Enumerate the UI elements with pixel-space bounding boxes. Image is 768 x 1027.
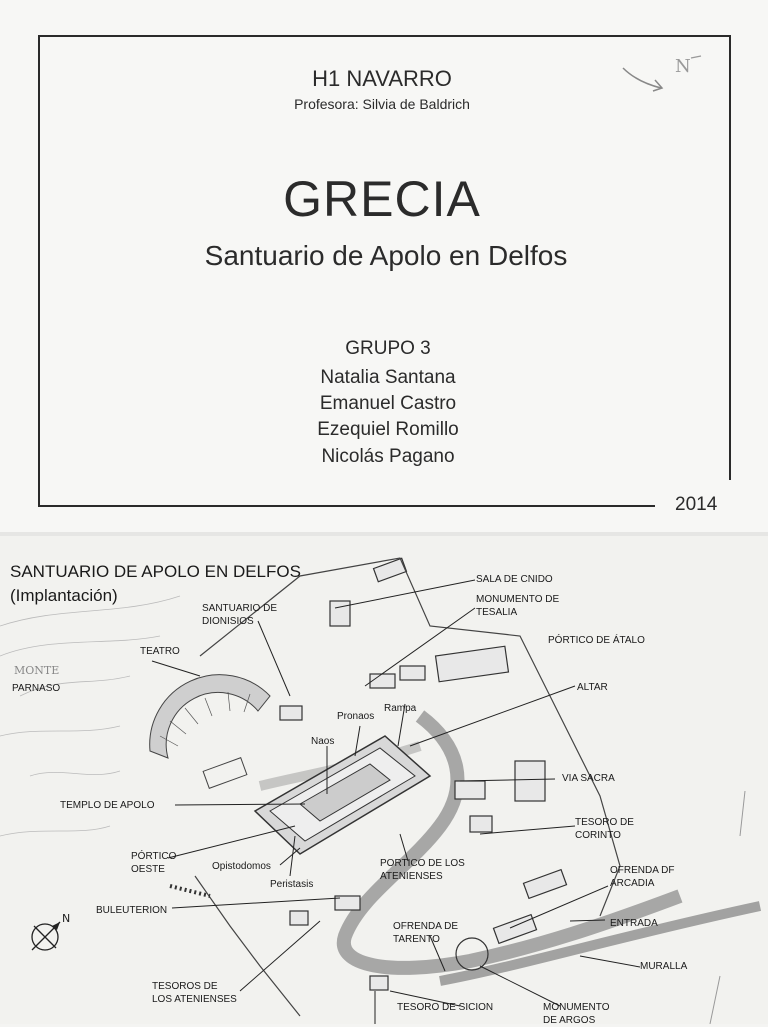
group-label: GRUPO 3	[345, 338, 431, 359]
label-templo-apolo: TEMPLO DE APOLO	[60, 800, 155, 811]
compass-north-letter: N	[62, 912, 71, 925]
document-title: GRECIA	[283, 171, 481, 227]
label-peristasis: Peristasis	[270, 879, 314, 890]
label-monte: MONTE	[14, 664, 60, 677]
label-teatro: TEATRO	[140, 646, 180, 657]
label-via-sacra: VIA SACRA	[562, 773, 615, 784]
member-name: Nicolás Pagano	[321, 446, 455, 467]
year: 2014	[675, 494, 718, 515]
label-naos: Naos	[311, 736, 335, 747]
cover-north-letter: N	[675, 56, 691, 77]
north-arrow-sketch-icon	[615, 50, 705, 100]
label-portico-atalo: PÓRTICO DE ÁTALO	[548, 635, 645, 646]
label-pronaos: Pronaos	[337, 711, 375, 722]
label-monumento-tesalia: MONUMENTO DE TESALIA	[476, 594, 560, 618]
teacher-name: Profesora: Silvia de Baldrich	[294, 96, 470, 112]
theatre-drawing	[150, 675, 270, 789]
label-parnaso: PARNASO	[12, 683, 61, 694]
document-subtitle: Santuario de Apolo en Delfos	[204, 240, 568, 271]
label-tesoros-atenienses: TESOROS DE LOS ATENIENSES	[152, 981, 237, 1005]
temple-of-apollo-drawing	[255, 736, 430, 854]
label-altar: ALTAR	[577, 682, 608, 693]
label-buleuterion: BULEUTERION	[96, 905, 168, 916]
plan-heading-line-2: (Implantación)	[10, 586, 118, 605]
label-entrada: ENTRADA	[610, 918, 658, 929]
label-muralla: MURALLA	[640, 961, 688, 972]
label-portico-oeste: PÓRTICO OESTE	[131, 851, 177, 875]
site-plan-page	[0, 536, 768, 1024]
label-tesoro-sicion: TESORO DE SICION	[397, 1002, 494, 1013]
label-opistodomos: Opistodomos	[212, 861, 271, 872]
label-ofrenda-arcadia: OFRENDA DF ARCADIA	[610, 865, 675, 889]
plan-heading	[10, 560, 301, 608]
member-name: Natalia Santana	[320, 367, 456, 388]
compass-icon	[32, 912, 70, 950]
label-monumento-argos: MONUMENTO DE ARGOS	[543, 1002, 610, 1026]
member-name: Ezequiel Romillo	[317, 419, 459, 440]
cover-frame-bottom	[38, 505, 655, 507]
label-ofrenda-tarento: OFRENDA DE TARENTO	[393, 921, 459, 945]
plan-heading-line-1: SANTUARIO DE APOLO EN DELFOS	[10, 562, 301, 581]
label-santuario-dionisios: SANTUARIO DE DIONISIOS	[202, 603, 278, 627]
course-name: H1 NAVARRO	[312, 66, 452, 91]
cover-frame-right	[729, 35, 731, 480]
label-tesoro-corinto: TESORO DE CORINTO	[575, 817, 634, 841]
label-rampa: Rampa	[384, 703, 417, 714]
site-plan-drawing	[0, 536, 768, 1024]
label-sala-cnido: SALA DE CNIDO	[476, 574, 553, 585]
label-portico-atenienses: PORTICO DE LOS ATENIENSES	[380, 858, 465, 882]
member-name: Emanuel Castro	[319, 393, 457, 414]
